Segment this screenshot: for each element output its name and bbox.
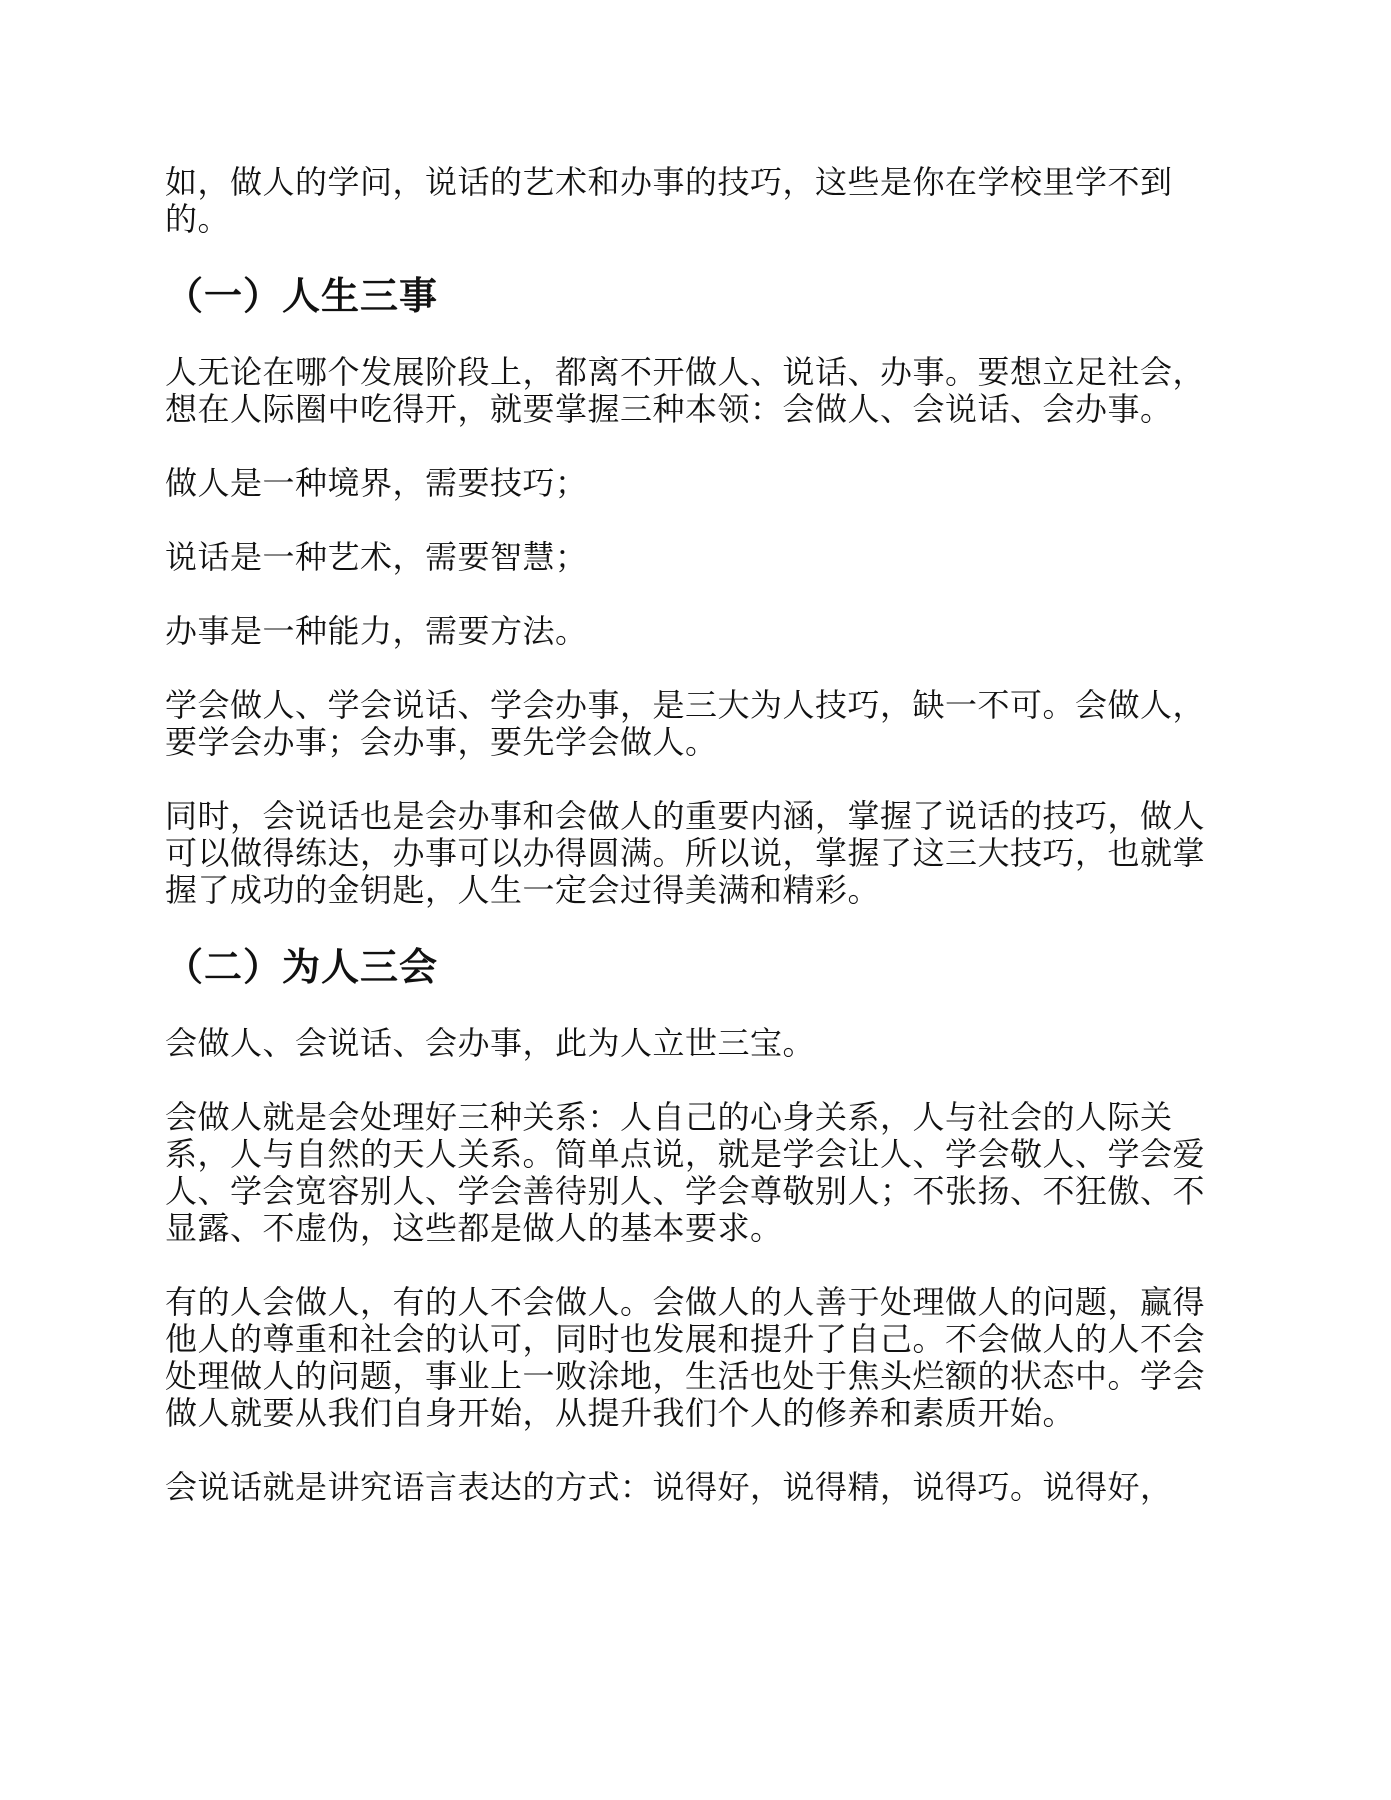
section-heading-2: （二）为人三会 <box>165 944 439 989</box>
section-heading-1: （一）人生三事 <box>165 273 439 318</box>
section1-paragraph-2: 做人是一种境界，需要技巧； <box>165 464 588 502</box>
intro-paragraph: 如，做人的学问，说话的艺术和办事的技巧，这些是你在学校里学不到的。 <box>165 163 1173 238</box>
section2-paragraph-1: 会做人、会说话、会办事，此为人立世三宝。 <box>165 1024 816 1062</box>
section2-paragraph-4: 会说话就是讲究语言表达的方式：说得好，说得精，说得巧。说得好， <box>165 1468 1173 1506</box>
section1-paragraph-3: 说话是一种艺术，需要智慧； <box>165 538 588 576</box>
section2-paragraph-3: 有的人会做人，有的人不会做人。会做人的人善于处理做人的问题，赢得他人的尊重和社会的认可，同时也发展和提升了自己。不会做人的人不会处理做人的问题，事业上一败涂地，生活也处于焦头烂额的状态中。学会做人就要从我们自身开始，从提升我们个人的修养和素质开始。 <box>165 1283 1206 1432</box>
section1-paragraph-4: 办事是一种能力，需要方法。 <box>165 612 588 650</box>
document-page <box>165 164 1225 1543</box>
section2-paragraph-2: 会做人就是会处理好三种关系：人自己的心身关系，人与社会的人际关系，人与自然的天人关系。简单点说，就是学会让人、学会敬人、学会爱人、学会宽容别人、学会善待别人、学会尊敬别人；不张扬、不狂傲、不显露、不虚伪，这些都是做人的基本要求。 <box>165 1098 1206 1247</box>
section1-paragraph-1: 人无论在哪个发展阶段上，都离不开做人、说话、办事。要想立足社会，想在人际圈中吃得开，就要掌握三种本领：会做人、会说话、会办事。 <box>165 353 1206 428</box>
section1-paragraph-6: 同时，会说话也是会办事和会做人的重要内涵，掌握了说话的技巧，做人可以做得练达，办事可以办得圆满。所以说，掌握了这三大技巧，也就掌握了成功的金钥匙，人生一定会过得美满和精彩。 <box>165 797 1206 909</box>
section1-paragraph-5: 学会做人、学会说话、学会办事，是三大为人技巧，缺一不可。会做人，要学会办事；会办事，要先学会做人。 <box>165 686 1206 761</box>
